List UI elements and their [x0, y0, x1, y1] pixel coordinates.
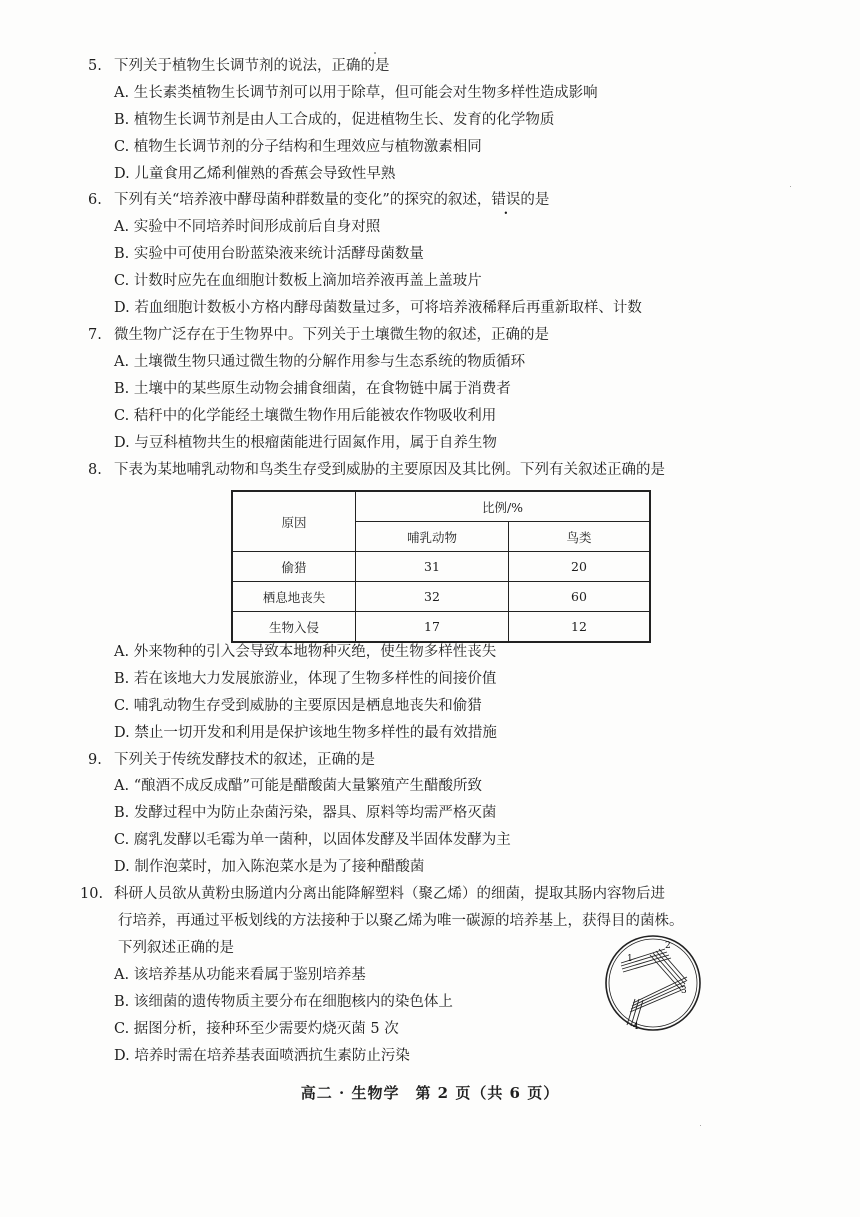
table-cell-mammal: 32: [356, 582, 509, 612]
table-header-mammal: 哺乳动物: [356, 522, 509, 552]
question-7-option-b: B. 土壤中的某些原生动物会捕食细菌，在食物链中属于消费者: [114, 381, 511, 397]
question-6-option-d: D. 若血细胞计数板小方格内酵母菌数量过多，可将培养液稀释后再重新取样、计数: [114, 300, 642, 316]
question-7-stem: [88, 325, 549, 345]
question-6-option-a: A. 实验中不同培养时间形成前后自身对照: [114, 219, 381, 235]
figure-label-2: 2: [665, 941, 671, 951]
table-cell-reason: 栖息地丧失: [232, 582, 356, 612]
question-number: 8.: [88, 462, 102, 478]
question-10-stem-line-2: 行培养，再通过平板划线的方法接种于以聚乙烯为唯一碳源的培养基上，获得目的菌株。: [118, 913, 684, 929]
emphasis-word: 错误: [491, 192, 521, 208]
question-5-stem: [88, 56, 390, 76]
question-number: 7.: [88, 327, 102, 343]
figure-label-3: 3: [681, 986, 687, 996]
question-text: 下表为某地哺乳动物和鸟类生存受到威胁的主要原因及其比例。下列有关叙述正确的是: [114, 462, 665, 478]
question-number: 9.: [88, 752, 102, 768]
question-text: 科研人员欲从黄粉虫肠道内分离出能降解塑料（聚乙烯）的细菌，提取其肠内容物后进: [114, 886, 665, 902]
question-8-option-c: C. 哺乳动物生存受到威胁的主要原因是栖息地丧失和偷猎: [114, 698, 482, 714]
figure-label-4: 4: [633, 1022, 639, 1032]
table-cell-bird: 12: [509, 612, 651, 643]
scan-speck: [790, 186, 791, 187]
question-text: 微生物广泛存在于生物界中。下列关于土壤微生物的叙述，正确的是: [114, 327, 549, 343]
threat-causes-table: [231, 490, 651, 643]
table-cell-mammal: 17: [356, 612, 509, 643]
question-number: 6.: [88, 192, 102, 208]
table-cell-reason: 生物入侵: [232, 612, 356, 643]
question-text: 下列关于传统发酵技术的叙述，正确的是: [114, 752, 375, 768]
table-row: [232, 582, 650, 612]
question-text: 下列关于植物生长调节剂的说法，正确的是: [114, 58, 390, 74]
question-9-option-b: B. 发酵过程中为防止杂菌污染，器具、原料等均需严格灭菌: [114, 805, 497, 821]
question-10-stem-line-3: 下列叙述正确的是: [118, 940, 234, 956]
question-8-option-d: D. 禁止一切开发和利用是保护该地生物多样性的最有效措施: [114, 725, 497, 741]
table-cell-mammal: 31: [356, 552, 509, 582]
question-8-option-a: A. 外来物种的引入会导致本地物种灭绝，使生物多样性丧失: [114, 644, 497, 660]
table-cell-reason: 偷猎: [232, 552, 356, 582]
question-6-option-c: C. 计数时应先在血细胞计数板上滴加培养液再盖上盖玻片: [114, 273, 482, 289]
table-row: [232, 552, 650, 582]
question-5-option-d: D. 儿童食用乙烯利催熟的香蕉会导致性早熟: [114, 166, 396, 182]
table-header-ratio: 比例/%: [356, 491, 651, 522]
question-text-end: 的是: [520, 192, 550, 208]
question-8-stem: [88, 460, 665, 480]
question-7-option-a: A. 土壤微生物只通过微生物的分解作用参与生态系统的物质循环: [114, 354, 526, 370]
page-footer: 高二 · 生物学 第 2 页（共 6 页）: [300, 1084, 560, 1102]
question-10-option-a: A. 该培养基从功能来看属于鉴别培养基: [114, 967, 366, 983]
question-number: 10.: [80, 886, 104, 902]
question-6-option-b: B. 实验中可使用台盼蓝染液来统计活酵母菌数量: [114, 246, 424, 262]
question-9-option-c: C. 腐乳发酵以毛霉为单一菌种，以固体发酵及半固体发酵为主: [114, 832, 511, 848]
question-5-option-a: A. 生长素类植物生长调节剂可以用于除草，但可能会对生物多样性造成影响: [114, 85, 598, 101]
table-row: [232, 612, 650, 643]
question-5-option-c: C. 植物生长调节剂的分子结构和生理效应与植物激素相同: [114, 139, 482, 155]
question-10-option-d: D. 培养时需在培养基表面喷洒抗生素防止污染: [114, 1048, 410, 1064]
question-9-stem: [88, 750, 375, 770]
question-9-option-a: A. “酿酒不成反成醋”可能是醋酸菌大量繁殖产生醋酸所致: [114, 778, 483, 794]
question-5-option-b: B. 植物生长调节剂是由人工合成的，促进植物生长、发育的化学物质: [114, 112, 555, 128]
table-cell-bird: 20: [509, 552, 651, 582]
scan-speck: [374, 52, 376, 54]
table-header-reason: 原因: [232, 491, 356, 552]
question-6-stem: [88, 190, 549, 210]
question-10-stem: [80, 884, 665, 904]
question-7-option-d: D. 与豆科植物共生的根瘤菌能进行固氮作用，属于自养生物: [114, 435, 497, 451]
question-number: 5.: [88, 58, 102, 74]
question-7-option-c: C. 秸秆中的化学能经土壤微生物作用后能被农作物吸收利用: [114, 408, 497, 424]
question-9-option-d: D. 制作泡菜时，加入陈泡菜水是为了接种醋酸菌: [114, 859, 425, 875]
table-header-bird: 鸟类: [509, 522, 651, 552]
table-cell-bird: 60: [509, 582, 651, 612]
figure-label-1: 1: [627, 954, 633, 964]
question-8-option-b: B. 若在该地大力发展旅游业，体现了生物多样性的间接价值: [114, 671, 497, 687]
petri-dish-outer-ring: [606, 936, 700, 1030]
question-text: 下列有关“培养液中酵母菌种群数量的变化”的探究的叙述，: [114, 192, 492, 208]
scan-speck: [700, 1125, 701, 1126]
streak-plate-figure: [603, 933, 703, 1033]
question-10-option-b: B. 该细菌的遗传物质主要分布在细胞核内的染色体上: [114, 994, 453, 1010]
question-10-option-c: C. 据图分析，接种环至少需要灼烧灭菌 5 次: [114, 1021, 399, 1037]
